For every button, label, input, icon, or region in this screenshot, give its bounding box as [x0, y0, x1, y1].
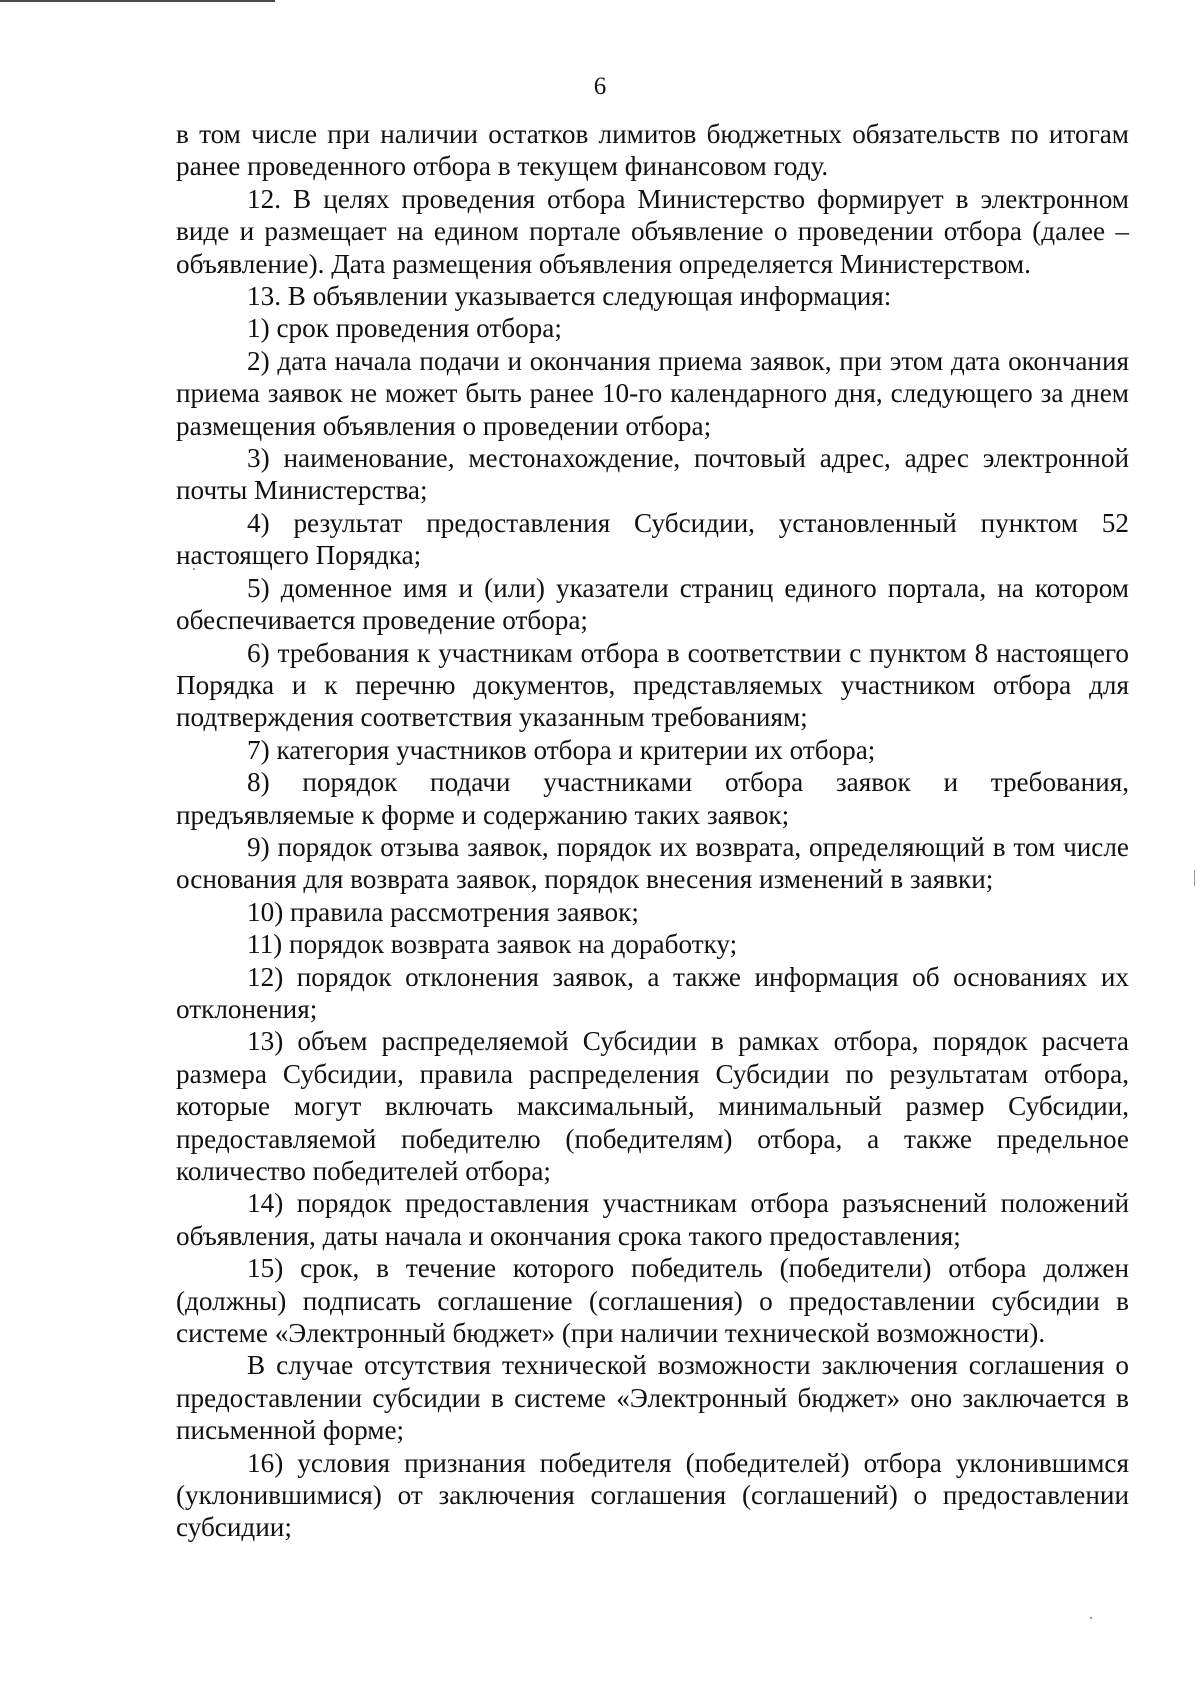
page-number: 6	[593, 73, 607, 100]
list-item-10: 10) правила рассмотрения заявок;	[247, 896, 639, 927]
list-item-1: 1) срок проведения отбора;	[247, 313, 562, 344]
paragraph-continuation: в том числе при наличии остатков лимитов бюджетных обязательств по итогам ранее проведенного отбора в текущем финансовом году.	[176, 119, 1129, 182]
scan-speck	[1194, 870, 1195, 886]
list-item-13: 13) объем распределяемой Субсидии в рамках отбора, порядок расчета размера Субсидии, правила распределения Субсидии по результатам отбора, которые могут включать максимальный, минимальный размер Субсидии, предоставляемой победителю (победителям) отбора, а также предельное количество победителей отбора;	[176, 1026, 1129, 1186]
paragraph-note: В случае отсутствия технической возможности заключения соглашения о предоставлении субсидии в системе «Электронный бюджет» оно заключается в письменной форме;	[176, 1350, 1129, 1446]
list-item-4: 4) результат предоставления Субсидии, установленный пунктом 52 настоящего Порядка;	[176, 507, 1129, 571]
list-item-8: 8) порядок подачи участниками отбора заявок и требования, предъявляемые к форме и содержанию таких заявок;	[176, 767, 1129, 830]
list-item-14: 14) порядок предоставления участникам отбора разъяснений положений объявления, даты начала и окончания срока такого предоставления;	[176, 1188, 1129, 1251]
paragraph-item-12: 12. В целях проведения отбора Министерство формирует в электронном виде и размещает на едином портале объявление о проведении отбора (далее – объявление). Дата размещения объявления определяется Министерством.	[176, 183, 1129, 279]
list-item-12: 12) порядок отклонения заявок, а также информация об основаниях их отклонения;	[176, 961, 1129, 1024]
list-item-15: 15) срок, в течение которого победитель (победители) отбора должен (должны) подписать соглашение (соглашения) о предоставлении субсидии в системе «Электронный бюджет» (при наличии технической возможности).	[176, 1253, 1129, 1349]
list-item-7: 7) категория участников отбора и критерии их отбора;	[247, 734, 876, 765]
list-item-6: 6) требования к участникам отбора в соответствии с пунктом 8 настоящего Порядка и к перечню документов, представляемых участником отбора для подтверждения соответствия указанным требованиям;	[176, 637, 1129, 733]
list-item-9: 9) порядок отзыва заявок, порядок их возврата, определяющий в том числе основания для возврата заявок, порядок внесения изменений в заявки;	[176, 831, 1129, 895]
scan-speck	[1090, 1617, 1092, 1619]
list-item-16: 16) условия признания победителя (победителей) отбора уклонившимся (уклонившимися) от заключения соглашения (соглашений) о предоставлении субсидии;	[176, 1447, 1129, 1543]
scan-edge-mark	[0, 0, 275, 2]
list-item-2: 2) дата начала подачи и окончания приема заявок, при этом дата окончания приема заявок не может быть ранее 10-го календарного дня, следующего за днем размещения объявления о проведении отбора;	[176, 345, 1129, 441]
list-item-11: 11) порядок возврата заявок на доработку;	[247, 929, 738, 960]
paragraph-item-13: 13. В объявлении указывается следующая информация:	[247, 281, 892, 312]
list-item-3: 3) наименование, местонахождение, почтовый адрес, адрес электронной почты Министерства;	[176, 443, 1129, 506]
document-body	[176, 118, 1129, 1544]
list-item-5: 5) доменное имя и (или) указатели страниц единого портала, на котором обеспечивается проведение отбора;	[176, 572, 1129, 636]
